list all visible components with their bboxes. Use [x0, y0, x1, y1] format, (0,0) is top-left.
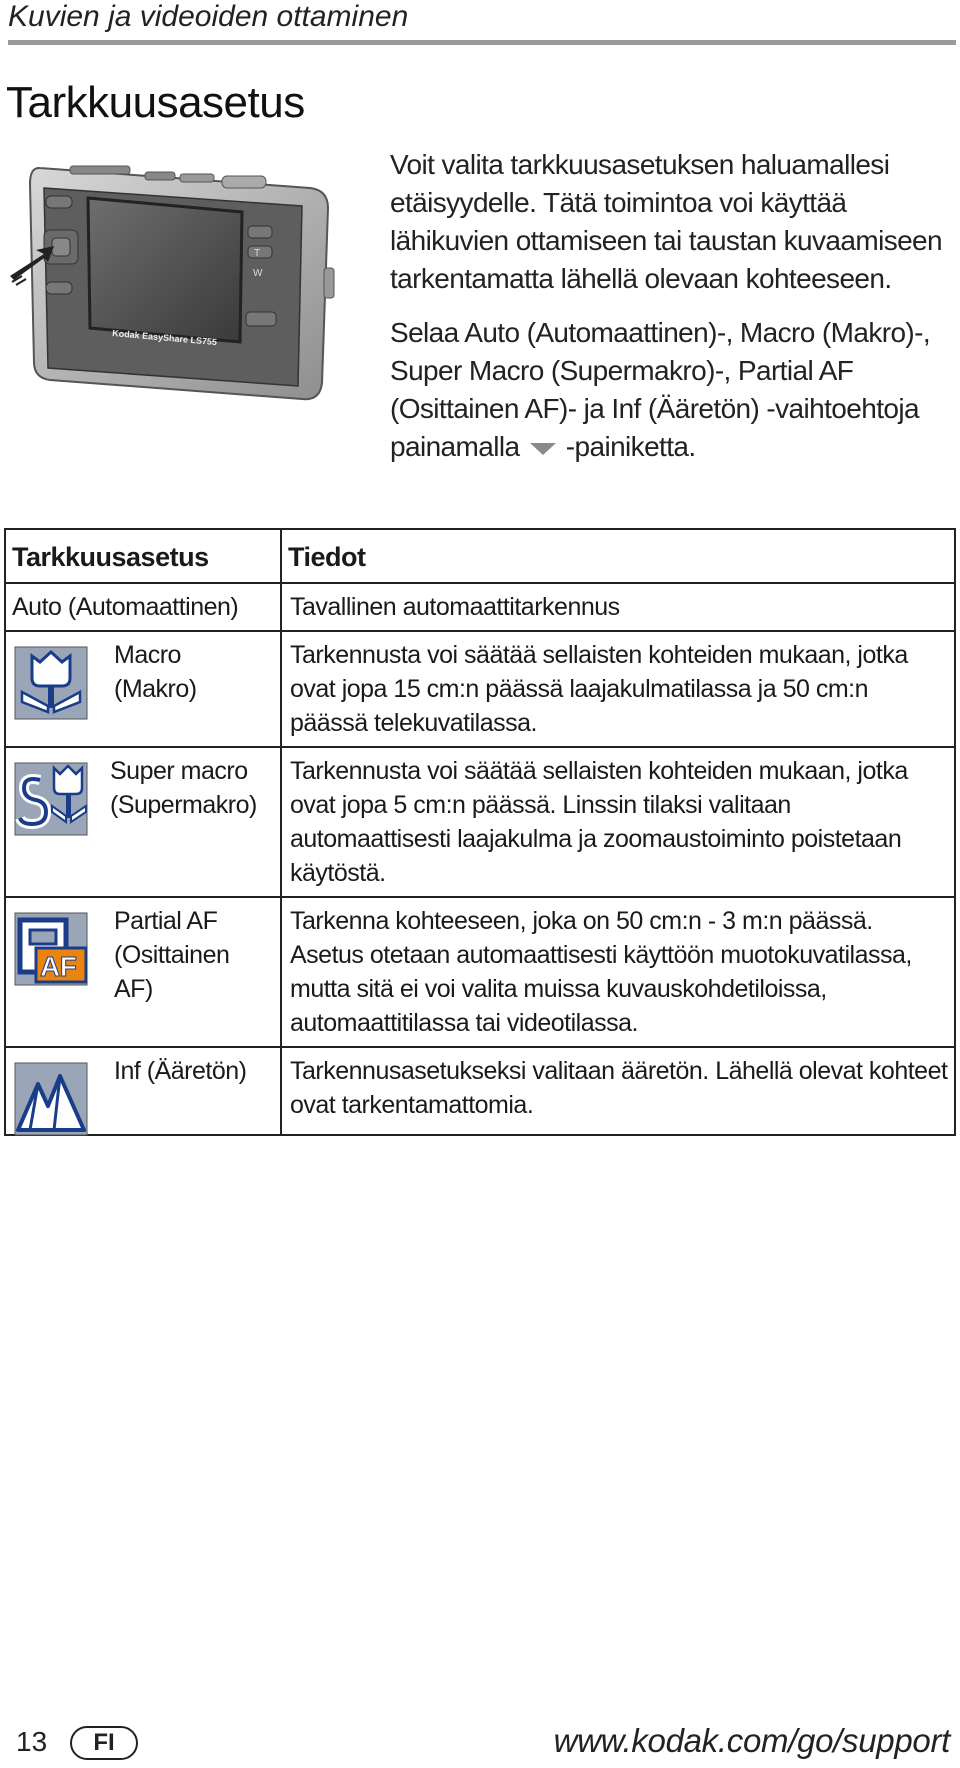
setting-name: Inf (Ääretön)	[114, 1057, 247, 1085]
setting-description: Tarkennusta voi säätää sellaisten kohteiden mukaan, jotka ovat jopa 15 cm:n päässä laajakulmatilassa ja 50 cm:n päässä telekuvatilassa.	[281, 631, 955, 747]
header-info: Tiedot	[281, 529, 955, 583]
setting-name: Macro (Makro)	[114, 641, 197, 703]
setting-name: Super macro (Supermakro)	[110, 757, 257, 819]
camera-illustration	[10, 158, 340, 408]
svg-text:T: T	[254, 248, 261, 259]
setting-description: Tarkenna kohteeseen, joka on 50 cm:n - 3 m:n päässä. Asetus otetaan automaattisesti käyttöön muotokuvatilassa, mutta sitä ei voi valita muissa kuvauskohdetiloissa, automaattitilassa tai videotilassa.	[281, 897, 955, 1047]
focus-settings-table	[4, 528, 956, 1136]
page-title: Tarkkuusasetus	[6, 78, 305, 127]
super-macro-icon	[14, 762, 88, 836]
setting-description: Tarkennusasetukseksi valitaan ääretön. Lähellä olevat kohteet ovat tarkentamattomia.	[281, 1047, 955, 1135]
table-row	[5, 1047, 955, 1135]
setting-description: Tarkennusta voi säätää sellaisten kohteiden mukaan, jotka ovat jopa 5 cm:n päässä. Linssin tilaksi valitaan automaattisesti laajakulma ja zoomaustoiminto poistetaan käytöstä.	[281, 747, 955, 897]
partial-af-icon	[14, 912, 88, 986]
page-number: 13	[16, 1726, 48, 1757]
table-row	[5, 631, 955, 747]
chapter-title: Kuvien ja videoiden ottaminen	[8, 0, 409, 33]
down-arrow-icon	[527, 440, 559, 458]
intro-paragraph-2	[390, 314, 950, 466]
af-icon-text: AF	[40, 951, 77, 982]
table-row	[5, 897, 955, 1047]
intro-text	[390, 146, 950, 482]
support-url: www.kodak.com/go/support	[553, 1722, 950, 1759]
macro-flower-icon	[14, 646, 88, 720]
delete-button-drawing	[46, 196, 72, 208]
chapter-divider	[8, 40, 956, 45]
svg-text:Kodak EasyShare LS755: Kodak EasyShare LS755	[111, 328, 218, 348]
infinity-mountain-icon	[14, 1062, 88, 1136]
table-row	[5, 747, 955, 897]
language-badge: FI	[70, 1726, 138, 1760]
intro-paragraph-2-end: -painiketta.	[565, 431, 696, 462]
table-header-row	[5, 529, 955, 583]
svg-text:W: W	[253, 268, 263, 279]
setting-description: Tavallinen automaattitarkennus	[281, 583, 955, 631]
setting-name: Partial AF (Osittainen AF)	[114, 907, 230, 1003]
intro-paragraph-2-start: Selaa Auto (Automaattinen)-, Macro (Makro)-, Super Macro (Supermakro)-, Partial AF (Osittainen AF)- ja Inf (Ääretön) -vaihtoehtoja painamalla	[390, 317, 931, 462]
setting-name: Auto (Automaattinen)	[5, 583, 281, 631]
header-setting: Tarkkuusasetus	[5, 529, 281, 583]
table-row	[5, 583, 955, 631]
intro-paragraph-1: Voit valita tarkkuusasetuksen haluamallesi etäisyydelle. Tätä toimintoa voi käyttää lähikuvien ottamiseen tai taustan kuvaamiseen tarkentamatta lähellä olevaan kohteeseen.	[390, 149, 943, 294]
